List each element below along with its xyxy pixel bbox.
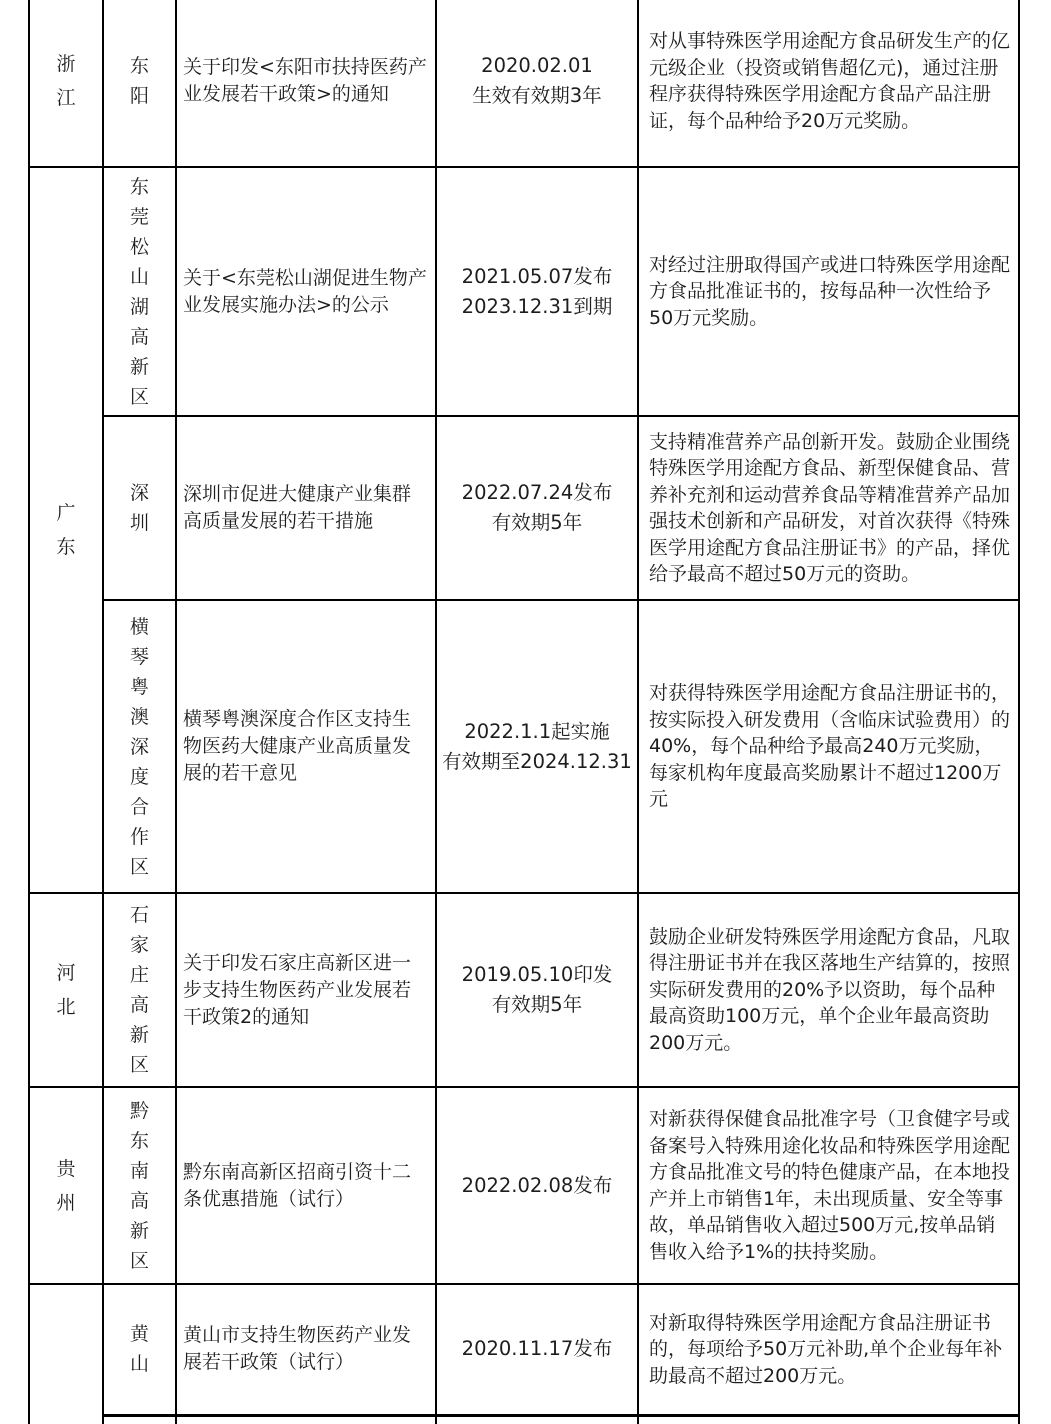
description-cell xyxy=(638,1087,1019,1284)
policy-title-cell xyxy=(176,0,436,167)
date-cell xyxy=(436,416,638,600)
policy-title-cell xyxy=(176,600,436,893)
description-cell xyxy=(638,600,1019,893)
city-cell xyxy=(103,1284,176,1415)
policy-title-cell xyxy=(176,167,436,416)
city-cell xyxy=(103,1087,176,1284)
city-cell xyxy=(103,893,176,1087)
policy-table xyxy=(28,0,1020,1424)
policy-title: 关于印发<东阳市扶持医药产业发展若干政策>的通知 xyxy=(183,56,427,105)
table-row xyxy=(29,893,1019,1087)
province-label: 河北 xyxy=(56,962,76,1018)
description-text: 支持精准营养产品创新开发。鼓励企业围绕特殊医学用途配方食品、新型保健食品、营养补充剂和运动营养食品等精准营养产品加强技术创新和产品研发，对首次获得《特殊医学用途配方食品注册证书》的产品，择优给予最高不超过50万元的资助。 xyxy=(649,430,1011,585)
date-line: 生效有效期3年 xyxy=(472,84,602,107)
date-line: 有效期5年 xyxy=(491,993,583,1016)
city-label: 横琴粤澳深度合作区 xyxy=(129,615,149,878)
city-label: 东莞松山湖高新区 xyxy=(129,175,149,408)
description-text: 对从事特殊医学用途配方食品研发生产的亿元级企业（投资或销售超亿元)，通过注册程序获得特殊医学用途配方食品产品注册证，每个品种给予20万元奖励。 xyxy=(649,30,1011,132)
table-row xyxy=(29,600,1019,893)
table-row xyxy=(29,1087,1019,1284)
date-line: 有效期5年 xyxy=(491,511,583,534)
city-label: 深圳 xyxy=(129,482,149,534)
description-text: 鼓励企业研发特殊医学用途配方食品，凡取得注册证书并在我区落地生产结算的，按照实际研发费用的20%予以资助，每个品种最高资助100万元，单个企业年最高资助200万元。 xyxy=(649,925,1011,1054)
policy-title-cell xyxy=(176,893,436,1087)
table-row xyxy=(29,0,1019,167)
date-line: 2020.02.01 xyxy=(481,54,593,77)
date-cell xyxy=(436,1415,638,1424)
city-label: 黄山 xyxy=(129,1323,149,1376)
date-cell xyxy=(436,0,638,167)
policy-title: 黔东南高新区招商引资十二条优惠措施（试行） xyxy=(183,1160,412,1210)
date-cell xyxy=(436,167,638,416)
description-text: 对获得特殊医学用途配方食品注册证书的，按实际投入研发费用（含临床试验费用）的40%，每个品种给予最高240万元奖励，每家机构年度最高奖励累计不超过1200万元 xyxy=(649,682,1011,811)
policy-title: 横琴粤澳深度合作区支持生物医药大健康产业高质量发展的若干意见 xyxy=(183,708,412,784)
date-line: 2020.11.17发布 xyxy=(461,1337,613,1361)
city-cell xyxy=(103,1415,176,1424)
policy-title: 关于印发石家庄高新区进一步支持生物医药产业发展若干政策2的通知 xyxy=(183,951,412,1028)
policy-title: 深圳市促进大健康产业集群高质量发展的若干措施 xyxy=(183,483,412,532)
policy-title-cell xyxy=(176,1415,436,1424)
date-line: 有效期至2024.12.31 xyxy=(442,749,632,773)
date-cell xyxy=(436,893,638,1087)
province-cell xyxy=(29,893,103,1087)
table-row xyxy=(29,1415,1019,1424)
table-row xyxy=(29,416,1019,600)
province-label: 贵州 xyxy=(56,1157,76,1214)
city-label: 石家庄高新区 xyxy=(129,904,149,1076)
city-cell xyxy=(103,416,176,600)
city-label: 东阳 xyxy=(129,55,149,107)
date-cell xyxy=(436,600,638,893)
table-row xyxy=(29,1284,1019,1415)
date-line: 2022.1.1起实施 xyxy=(464,719,610,743)
policy-title: 黄山市支持生物医药产业发展若干政策（试行） xyxy=(183,1324,412,1374)
province-cell xyxy=(29,0,103,167)
province-label: 浙江 xyxy=(56,53,76,109)
description-cell xyxy=(638,0,1019,167)
policy-title-cell xyxy=(176,1284,436,1415)
date-line: 2022.07.24发布 xyxy=(461,481,613,504)
province-cell xyxy=(29,1284,103,1424)
date-cell xyxy=(436,1087,638,1284)
city-cell xyxy=(103,167,176,416)
policy-title-cell xyxy=(176,1087,436,1284)
date-line: 2023.12.31到期 xyxy=(461,294,613,318)
table-row xyxy=(29,167,1019,416)
province-cell xyxy=(29,167,103,893)
province-cell xyxy=(29,1087,103,1284)
description-cell xyxy=(638,1415,1019,1424)
description-text: 对新取得特殊医学用途配方食品注册证书的，每项给予50万元补助,单个企业每年补助最高不超过200万元。 xyxy=(649,1311,1003,1387)
city-cell xyxy=(103,0,176,167)
description-text: 对经过注册取得国产或进口特殊医学用途配方食品批准证书的，按每品种一次性给予50万元奖励。 xyxy=(649,253,1011,329)
date-line: 2019.05.10印发 xyxy=(461,963,613,986)
date-line: 2022.02.08发布 xyxy=(461,1173,613,1197)
date-line: 2021.05.07发布 xyxy=(461,264,613,288)
description-cell xyxy=(638,167,1019,416)
city-label: 黔东南高新区 xyxy=(129,1099,149,1272)
description-text: 对新获得保健食品批准字号（卫食健字号或备案号入特殊用途化妆品和特殊医学用途配方食品批准文号的特色健康产品，在本地投产并上市销售1年，未出现质量、安全等事故，单品销售收入超过500万元,按单品销售收入给予1%的扶持奖励。 xyxy=(649,1108,1011,1263)
description-cell xyxy=(638,1284,1019,1415)
province-label: 广东 xyxy=(56,502,76,558)
policy-title: 关于<东莞松山湖促进生物产业发展实施办法>的公示 xyxy=(183,266,427,316)
date-cell xyxy=(436,1284,638,1415)
city-cell xyxy=(103,600,176,893)
description-cell xyxy=(638,416,1019,600)
policy-title-cell xyxy=(176,416,436,600)
description-cell xyxy=(638,893,1019,1087)
